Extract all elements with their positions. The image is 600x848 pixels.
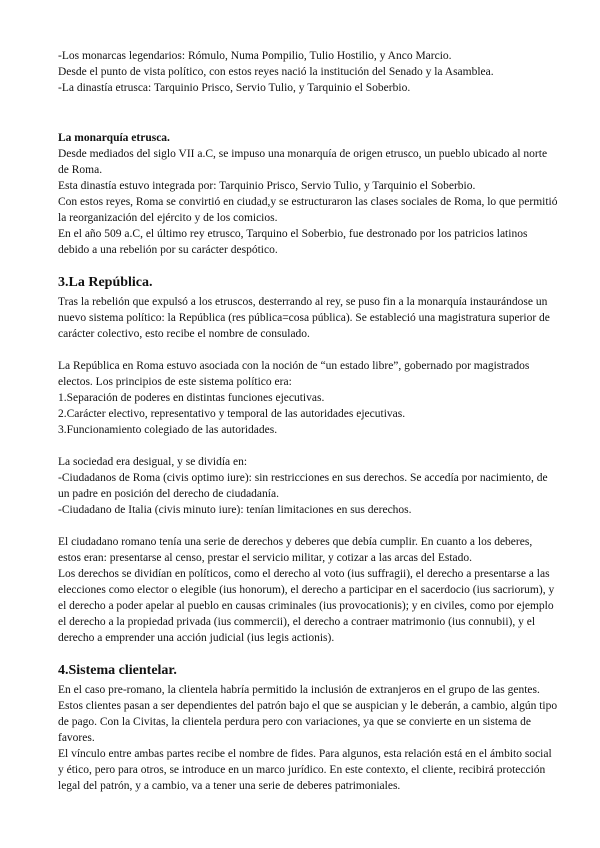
- paragraph: En el año 509 a.C, el último rey etrusco, Tarquino el Soberbio, fue destronado por los patricios latinos debido a una rebelión por su carácter despótico.: [58, 228, 528, 256]
- republica-section: [58, 274, 558, 646]
- etrusca-section: [58, 130, 558, 258]
- paragraph: Los derechos se dividían en políticos, como el derecho al voto (ius suffragii), el derecho a presentarse a las elecciones como elector o elegible (ius honorum), el derecho a participar en el sacerdocio (ius sacriorum), y el derecho a poder apelar al pueblo en causas criminales (ius provocationis); y en civiles, como por ejemplo el derecho a la propiedad privada (ius commercii), el derecho a contraer matrimonio (ius connubii), y el derecho a emprender una acción judicial (ius legis actionis).: [58, 568, 555, 644]
- paragraph: Con estos reyes, Roma se convirtió en ciudad,y se estructuraron las clases sociales de Roma, lo que permitió la reorganización del ejército y de los comicios.: [58, 196, 558, 224]
- list-item: 3.Funcionamiento colegiado de las autoridades.: [58, 424, 278, 436]
- paragraph: La República en Roma estuvo asociada con la noción de “un estado libre”, gobernado por magistrados electos. Los principios de este sistema político era:: [58, 360, 530, 388]
- intro-section: [58, 48, 558, 96]
- paragraph: La sociedad era desigual, y se dividía en:: [58, 456, 248, 468]
- paragraph: El vínculo entre ambas partes recibe el nombre de fides. Para algunos, esta relación está en el ámbito social y ético, pero para otros, se introduce en un marco jurídico. En este contexto, el cliente, recibirá protección legal del patrón, y a cambio, va a tener una serie de deberes patrimoniales.: [58, 748, 552, 792]
- list-item: -Ciudadanos de Roma (civis optimo iure): sin restricciones en sus derechos. Se accedía por nacimiento, de un padre en posición del derecho de ciudadanía.: [58, 472, 548, 500]
- list-item: 2.Carácter electivo, representativo y temporal de las autoridades ejecutivas.: [58, 408, 406, 420]
- paragraph: Tras la rebelión que expulsó a los etruscos, desterrando al rey, se puso fin a la monarquía instaurándose un nuevo sistema político: la República (res pública=cosa pública). Se estableció una magistratura superior de carácter colectivo, esto recibe el nombre de consulado.: [58, 296, 550, 340]
- paragraph: Esta dinastía estuvo integrada por: Tarquinio Prisco, Servio Tulio, y Tarquinio el Soberbio.: [58, 180, 476, 192]
- paragraph: En el caso pre-romano, la clientela habría permitido la inclusión de extranjeros en el grupo de las gentes. Estos clientes pasan a ser dependientes del patrón bajo el que se auspician y le deberán, a cambio, algún tipo de pago. Con la Civitas, la clientela perdura pero con variaciones, ya que se convierte en un sistema de favores.: [58, 684, 558, 744]
- intro-line: -La dinastía etrusca: Tarquinio Prisco, Servio Tulio, y Tarquinio el Soberbio.: [58, 82, 411, 94]
- clientelar-section: [58, 662, 558, 794]
- paragraph: Desde mediados del siglo VII a.C, se impuso una monarquía de origen etrusco, un pueblo ubicado al norte de Roma.: [58, 148, 548, 176]
- intro-line: -Los monarcas legendarios: Rómulo, Numa Pompilio, Tulio Hostilio, y Anco Marcio.: [58, 50, 452, 62]
- list-item: -Ciudadano de Italia (civis minuto iure): tenían limitaciones en sus derechos.: [58, 504, 412, 516]
- paragraph: El ciudadano romano tenía una serie de derechos y deberes que debía cumplir. En cuanto a los deberes, estos eran: presentarse al censo, prestar el servicio militar, y cotizar a las arcas del Estado.: [58, 536, 533, 564]
- intro-line: Desde el punto de vista político, con estos reyes nació la institución del Senado y la Asamblea.: [58, 66, 494, 78]
- section-heading-clientelar: 4.Sistema clientelar.: [58, 663, 177, 678]
- section-heading-republica: 3.La República.: [58, 275, 153, 290]
- list-item: 1.Separación de poderes en distintas funciones ejecutivas.: [58, 392, 325, 404]
- section-heading-etrusca: La monarquía etrusca.: [58, 132, 170, 144]
- document-page: [58, 48, 558, 794]
